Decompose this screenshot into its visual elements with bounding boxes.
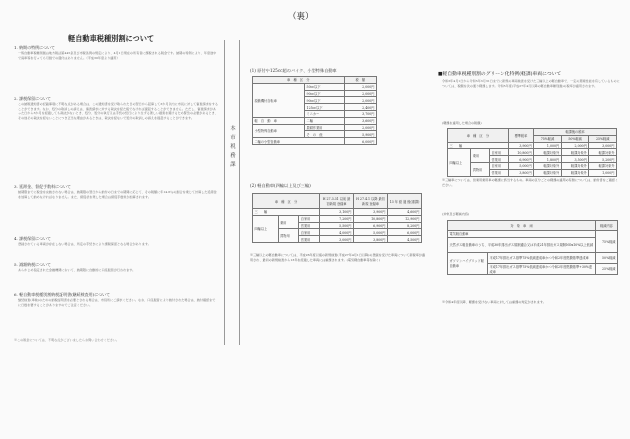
table-row bbox=[448, 149, 617, 156]
table3-group-four-wheel: 四輪以上 bbox=[448, 149, 471, 176]
table1-tax: 3,600円 bbox=[344, 117, 376, 124]
right-sub1: (軽課を適用した場合の税額) bbox=[442, 121, 482, 125]
table1-cat: 90cc以下 bbox=[305, 90, 345, 97]
table2-value: 4,500円 bbox=[388, 236, 422, 243]
table3-header-row bbox=[448, 129, 617, 136]
back-side-label: （裏） bbox=[288, 12, 314, 22]
table3-sub-cargo: 貨物用 bbox=[471, 162, 490, 176]
left-title: 軽自動車税種別割について bbox=[68, 34, 155, 43]
table2-value: 6,000円 bbox=[388, 229, 422, 236]
table1-group-kei: 軽 自 動 車 bbox=[253, 117, 305, 124]
table-row bbox=[448, 162, 617, 169]
table3-use: 自家用 bbox=[489, 162, 508, 169]
table3-sub-passenger: 乗用 bbox=[471, 149, 490, 163]
table3-sub-25: 25%軽減 bbox=[589, 135, 617, 142]
section-1-text: 一般自動車税種別割は地方税法第445条及び市税条例の規定により、4月1日現在の所有者に課税される税金です。納期の特例により、年度途中で廃車等を行っても月割での還付はありません。（平成30年度より適用） bbox=[18, 51, 217, 60]
table3-header-standard: 標準税率 bbox=[508, 129, 533, 143]
table2-title: (2) 軽自動車(四輪以上及び三輪) bbox=[250, 183, 311, 188]
table4-value: 75%軽減 bbox=[596, 231, 618, 253]
left-divider bbox=[224, 40, 225, 345]
section-3-title: 3. 延滞金、督促手数料について bbox=[14, 184, 72, 189]
table1-tax: 2,000円 bbox=[344, 90, 376, 97]
table3-value: 1,800円 bbox=[534, 156, 562, 163]
table2-value: 6,900円 bbox=[354, 222, 388, 229]
table1-tax: 5,900円 bbox=[344, 131, 376, 138]
table1-tax: 2,000円 bbox=[344, 124, 376, 131]
table1-tax: 2,000円 bbox=[344, 83, 376, 90]
table-row bbox=[253, 229, 422, 236]
table1-cat: ミニカー bbox=[305, 110, 345, 117]
table2-value: 4,000円 bbox=[320, 229, 354, 236]
table4-note: ※令和4年度以降、軽課を受けない車両に対しては重課の判定がされます。 bbox=[442, 300, 546, 304]
table3-std: 6,900円 bbox=[508, 156, 533, 163]
table-row bbox=[253, 83, 377, 90]
table3-use: 営業用 bbox=[489, 156, 508, 163]
section-2-title: 2. 課税保留について bbox=[14, 96, 52, 101]
table4-label: 天然ガス軽自動車のうち、平成30年排出ガス規制適合又は平成21年排出ガス規制NOx10%以上低減 bbox=[448, 237, 596, 252]
table3 bbox=[447, 128, 617, 177]
table3-std: 10,800円 bbox=[508, 149, 533, 156]
table3-group-three-wheel: 三 輪 bbox=[448, 142, 509, 149]
table2-use: 自家用 bbox=[299, 229, 320, 236]
table2-value: 12,900円 bbox=[388, 215, 422, 222]
table3-value: 2,000円 bbox=[561, 142, 589, 149]
table1-tax: 2,400円 bbox=[344, 104, 376, 111]
table3-std: 3,900円 bbox=[508, 142, 533, 149]
table1-cat: 50cc以下 bbox=[305, 83, 345, 90]
table3-value: 軽課対象外 bbox=[534, 169, 562, 176]
table1-group-moped: 原動機付自転車 bbox=[253, 83, 305, 117]
table2-header-new: H 27.4.1 以降 最初新規 登録車 bbox=[354, 194, 388, 209]
table2-value: 5,000円 bbox=[354, 229, 388, 236]
table2-header-old: H 27.3.31 以前 最初新規 登録車 bbox=[320, 194, 354, 209]
table2-header-row bbox=[253, 194, 422, 209]
table2-value: 5,500円 bbox=[320, 222, 354, 229]
table2-use: 営業用 bbox=[299, 236, 320, 243]
table2-value: 3,000円 bbox=[320, 236, 354, 243]
table-row bbox=[253, 138, 377, 145]
table4-header-target: 対 象 車 両 bbox=[448, 221, 596, 231]
table1-cat: 90cc以下 bbox=[305, 97, 345, 104]
table2-group-three-wheel: 三 輪 bbox=[253, 209, 320, 216]
table2-value: 3,900円 bbox=[354, 209, 388, 216]
table2-group-four-wheel: 四輪以上 bbox=[253, 215, 279, 242]
table3-header-reduced: 軽課後の税率 bbox=[534, 129, 617, 136]
table2-header-category: 車 種 区 分 bbox=[253, 194, 320, 209]
table1-cat: 農耕作業用 bbox=[305, 124, 345, 131]
table3-std: 3,800円 bbox=[508, 169, 533, 176]
table3-sub-75: 75%軽減 bbox=[534, 135, 562, 142]
table1-header-row bbox=[253, 77, 377, 84]
table3-std: 5,000円 bbox=[508, 162, 533, 169]
table4-label: 電気軽自動車 bbox=[448, 231, 596, 238]
table1-group-special: 小型特殊自動車 bbox=[253, 124, 305, 138]
table2-value: 10,800円 bbox=[354, 215, 388, 222]
table-row bbox=[253, 117, 377, 124]
section-6-text: 継続検査(車検)のための納税証明書を必要とされる場合は、市役所にご請求ください。なお、口座振替により納付された場合は、納付確認までに日数を要することがありますのでご注意ください。 bbox=[18, 298, 216, 307]
table3-value: 軽課対象外 bbox=[534, 149, 562, 156]
table2-note: ※三輪以上の軽自動車については、平成26年度以後の新規検査(平成27年4月1日以降)の登録を受けた車両について新税率が適用され、最初の新規検査から13年を経過した車両には重課されます。(電気軽自動車等を除く) bbox=[250, 253, 425, 262]
table2-value: 7,200円 bbox=[320, 215, 354, 222]
table-row bbox=[448, 252, 618, 263]
table1-tax: 2,000円 bbox=[344, 97, 376, 104]
section-5-title: 5. 減額納税について bbox=[14, 262, 52, 267]
table3-value: 5,200円 bbox=[589, 156, 617, 163]
table3-value: 1,000円 bbox=[589, 169, 617, 176]
right-intro: 令和3年4月1日から令和5年3月31日までに新規の車両検査を受けた三輪以上の軽自動車で、一定の環境性能を有しているものについては、税額を次の通り軽課します。令和5年度(平成27年4月以降の軽自動車種別割)の税率が適用されます。 bbox=[442, 79, 620, 88]
table3-use: 自家用 bbox=[489, 149, 508, 156]
right-sub2: (対象及び軽減内容) bbox=[442, 212, 470, 216]
table2-sub-cargo: 貨物用 bbox=[278, 229, 299, 243]
table3-value: 軽課対象外 bbox=[589, 149, 617, 156]
table-row bbox=[253, 124, 377, 131]
table4-value: 50%軽減 bbox=[596, 252, 618, 263]
section-1-title: 1. 納期の特例について bbox=[14, 45, 56, 50]
table3-value: 軽課対象外 bbox=[561, 169, 589, 176]
table1 bbox=[252, 76, 377, 145]
table1-cat: 125cc以下 bbox=[305, 104, 345, 111]
table2-value: 3,800円 bbox=[354, 236, 388, 243]
table-row bbox=[448, 142, 617, 149]
section-6-title: 6. 軽自動車税種別割納税証明書(継続検査用)について bbox=[14, 292, 111, 297]
vertical-label: 本 市 税 務 課 bbox=[229, 125, 235, 168]
section-3-text: 納期限までに税金を完納されない場合は、納期限の翌日から納付の日までの期間に応じて、その税額に年14.6％の割合を乗じて計算した延滞金を加算して納めなければなりません。また、督促状を発した場合は督促手数料が加算されます。 bbox=[18, 190, 217, 199]
table3-value: 軽課対象外 bbox=[534, 162, 562, 169]
right-title: ■軽自動車税種別割のグリーン化特例(軽課)車両について bbox=[438, 72, 562, 77]
table2-use: 自家用 bbox=[299, 215, 320, 222]
table1-title: (1) 原付や125cc超のバイク、小型特殊自動車 bbox=[250, 68, 337, 73]
section-2-text: この納税通知書の記載事項に不明な点がある場合は、この通知書を受け取られた日の翌日から起算して3か月以内に市長に対して審査請求をすることができます。なお、処分の取消しの訴えは、審査請求に対する裁決を経た後でなければ提起することができません。ただし、審査請求があった日から3か月を経過しても裁決がないとき、処分、処分の執行又は手続の続行により生ずる著しい損害を避けるため緊急の必要があるとき、その他その裁決を経ないことにつき正当な理由があるときは、裁決を経ないで処分の取消しの訴えを提起することができます。 bbox=[18, 102, 218, 120]
table4-desc: 平成17年排出ガス基準75%低減達成車かつ令和2年度燃費基準達成車 bbox=[488, 252, 596, 263]
table2-use: 営業用 bbox=[299, 222, 320, 229]
table-row bbox=[253, 215, 422, 222]
table3-header-category: 車 種 区 分 bbox=[448, 129, 509, 143]
table-row bbox=[448, 231, 618, 238]
table-row bbox=[253, 209, 422, 216]
table3-value: 軽課対象外 bbox=[589, 162, 617, 169]
table3-note: ※三輪車については、営業用乗用車の軽課に該当するもの。車両の区分ごとの軽課の適用の有無については、納付書をご確認ください。 bbox=[442, 178, 619, 187]
table3-value: 3,500円 bbox=[561, 156, 589, 163]
section-5-text: あらかじめ指定された金融機関において、納期限に自動的に口座振替が行われます。 bbox=[18, 268, 136, 272]
table3-sub-50: 50%軽減 bbox=[561, 135, 589, 142]
table4-header-reduction: 軽減内容 bbox=[596, 221, 618, 231]
table4-desc: 平成17年排出ガス基準75%低減達成車かつ令和2年度燃費基準+30%達成車 bbox=[488, 263, 596, 274]
table4-label: ガソリンハイブリッド軽自動車 bbox=[448, 252, 488, 274]
table3-value: 軽課対象外 bbox=[561, 149, 589, 156]
table2-value: 3,100円 bbox=[320, 209, 354, 216]
table3-use: 営業用 bbox=[489, 169, 508, 176]
table1-cat: 二輪 bbox=[305, 117, 345, 124]
table3-value: 1,000円 bbox=[534, 142, 562, 149]
table2-value: 4,600円 bbox=[388, 209, 422, 216]
table1-header-tax: 税 額 bbox=[344, 77, 376, 84]
table2 bbox=[252, 193, 422, 243]
section-4-title: 4. 課税保留について bbox=[14, 236, 52, 241]
table4-value: 25%軽減 bbox=[596, 263, 618, 274]
mid-divider bbox=[239, 40, 240, 345]
table1-tax: 3,700円 bbox=[344, 110, 376, 117]
section-4-text: 登録されている車両が存在しない場合は、所定の手続きにより課税保留となる場合があります。 bbox=[18, 242, 151, 246]
table1-tax: 6,000円 bbox=[344, 138, 376, 145]
table2-sub-passenger: 乗用 bbox=[278, 215, 299, 229]
table3-value: 3,000円 bbox=[589, 142, 617, 149]
table2-header-heavy: 13 年 経 過 後(重課) bbox=[388, 194, 422, 209]
table2-value: 8,200円 bbox=[388, 222, 422, 229]
table4 bbox=[447, 220, 618, 275]
table3-value: 軽課対象外 bbox=[561, 162, 589, 169]
table1-cat: そ の 他 bbox=[305, 131, 345, 138]
left-footnote: ※この税金については、不明な点がございましたらお問い合わせください。 bbox=[14, 338, 120, 342]
table1-header-category: 車 種 区 分 bbox=[253, 77, 345, 84]
table-row bbox=[448, 237, 618, 252]
table4-header-row bbox=[448, 221, 618, 231]
table1-group-small: 二輪の小型自動車 bbox=[253, 138, 345, 145]
